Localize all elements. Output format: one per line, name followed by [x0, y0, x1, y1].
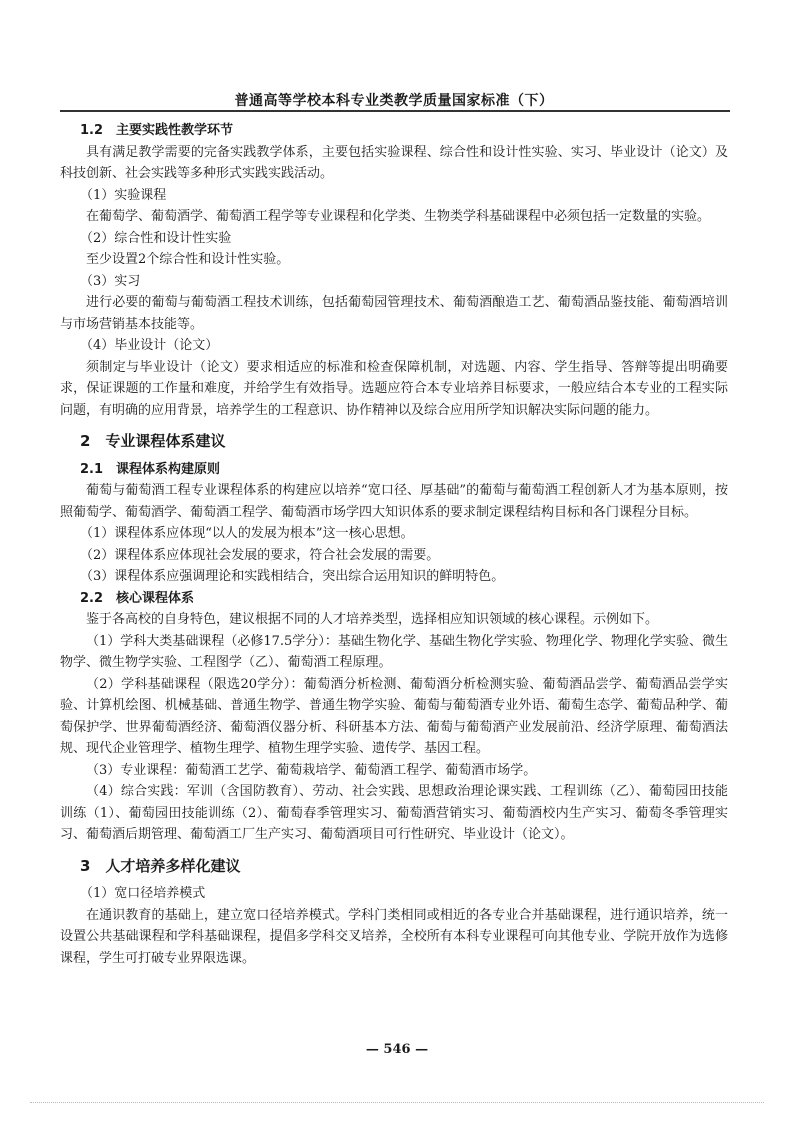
section-heading-1-2: 1.2 主要实践性教学环节	[80, 123, 234, 138]
list-item: （3）课程体系应强调理论和实践相结合，突出综合运用知识的鲜明特色。	[80, 569, 505, 584]
chapter-heading-2: 2 专业课程体系建议	[80, 432, 226, 450]
list-item: （2）综合性和设计性实验	[80, 230, 232, 246]
paragraph: 葡萄与葡萄酒工程专业课程体系的构建应以培养“宽口径、厚基础”的葡萄与葡萄酒工程创新人才为基本原则，按照葡萄学、葡萄酒学、葡萄酒工程学、葡萄酒市场学四大知识体系的要求制定课程结构目标和各门课程分目标。	[60, 483, 728, 520]
chapter-heading-3: 3 人才培养多样化建议	[80, 856, 241, 875]
paragraph: （2）学科基础课程（限选20学分）：葡萄酒分析检测、葡萄酒分析检测实验、葡萄酒品尝学、葡萄酒品尝学实验、计算机绘图、机械基础、普通生物学、普通生物学实验、葡萄与葡萄酒专业外语、葡萄生态学、葡萄品种学、葡萄保护学、世界葡萄酒经济、葡萄酒仪器分析、科研基本方法、葡萄与葡萄酒产业发展前沿、经济学原理、葡萄酒法规、现代企业管理学、植物生理学、植物生理学实验、遗传学、基因工程。	[60, 676, 728, 756]
list-item: （1）课程体系应体现“以人的发展为根本”这一核心思想。	[80, 526, 414, 541]
paragraph: （4）综合实践：军训（含国防教育）、劳动、社会实践、思想政治理论课实践、工程训练（乙）、葡萄园田技能训练（1）、葡萄园田技能训练（2）、葡萄春季管理实习、葡萄酒营销实习、葡萄酒校内生产实习、葡萄冬季管理实习、葡萄酒后期管理、葡萄酒工厂生产实习、葡萄酒项目可行性研究、毕业设计（论文）。	[60, 784, 728, 842]
paragraph: 鉴于各高校的自身特色，建议根据不同的人才培养类型，选择相应知识领域的核心课程。示例如下。	[86, 612, 659, 627]
paragraph: （1）学科大类基础课程（必修17.5学分）：基础生物化学、基础生物化学实验、物理化学、物理化学实验、微生物学、微生物学实验、工程图学（乙）、葡萄酒工程原理。	[60, 633, 728, 670]
section-heading-2-1: 2.1 课程体系构建原则	[80, 461, 221, 477]
paragraph: 在葡萄学、葡萄酒学、葡萄酒工程学等专业课程和化学类、生物类学科基础课程中必须包括一定数量的实验。	[86, 209, 711, 224]
list-item: （1）宽口径培养模式	[80, 886, 206, 901]
paragraph: （3）专业课程：葡萄酒工艺学、葡萄栽培学、葡萄酒工程学、葡萄酒市场学。	[86, 762, 537, 778]
list-item: （3）实习	[80, 273, 141, 289]
running-header: 普通高等学校本科专业类教学质量国家标准（下）	[234, 93, 554, 109]
scan-edge-dots	[30, 1102, 764, 1103]
page-number: — 546 —	[365, 1042, 429, 1057]
paragraph: 在通识教育的基础上，建立宽口径培养模式。学科门类相同或相近的各专业合并基础课程，进行通识培养，统一设置公共基础课程和学科基础课程，提倡多学科交叉培养，全校所有本科专业课程可向其他专业、学院开放作为选修课程，学生可打破专业界限选课。	[60, 907, 728, 966]
list-item: （2）课程体系应体现社会发展的要求，符合社会发展的需要。	[80, 547, 440, 563]
list-item: （1）实验课程	[80, 187, 167, 203]
paragraph: 须制定与毕业设计（论文）要求相适应的标准和检查保障机制，对选题、内容、学生指导、答辩等提出明确要求，保证课题的工作量和难度，并给学生有效指导。选题应符合本专业培养目标要求，一般应结合本专业的工程实际问题，有明确的应用背景，培养学生的工程意识、协作精神以及综合应用所学知识解决实际问题的能力。	[60, 359, 728, 418]
paragraph: 至少设置2个综合性和设计性实验。	[86, 252, 290, 267]
paragraph: 具有满足教学需要的完备实践教学体系，主要包括实验课程、综合性和设计性实验、实习、毕业设计（论文）及科技创新、社会实践等多种形式实践实践活动。	[60, 144, 728, 181]
header-rule	[60, 110, 730, 112]
list-item: （4）毕业设计（论文）	[80, 338, 219, 353]
page-body	[60, 120, 728, 969]
paragraph: 进行必要的葡萄与葡萄酒工程技术训练，包括葡萄园管理技术、葡萄酒酿造工艺、葡萄酒品鉴技能、葡萄酒培训与市场营销基本技能等。	[60, 295, 728, 332]
section-heading-2-2: 2.2 核心课程体系	[80, 590, 195, 606]
